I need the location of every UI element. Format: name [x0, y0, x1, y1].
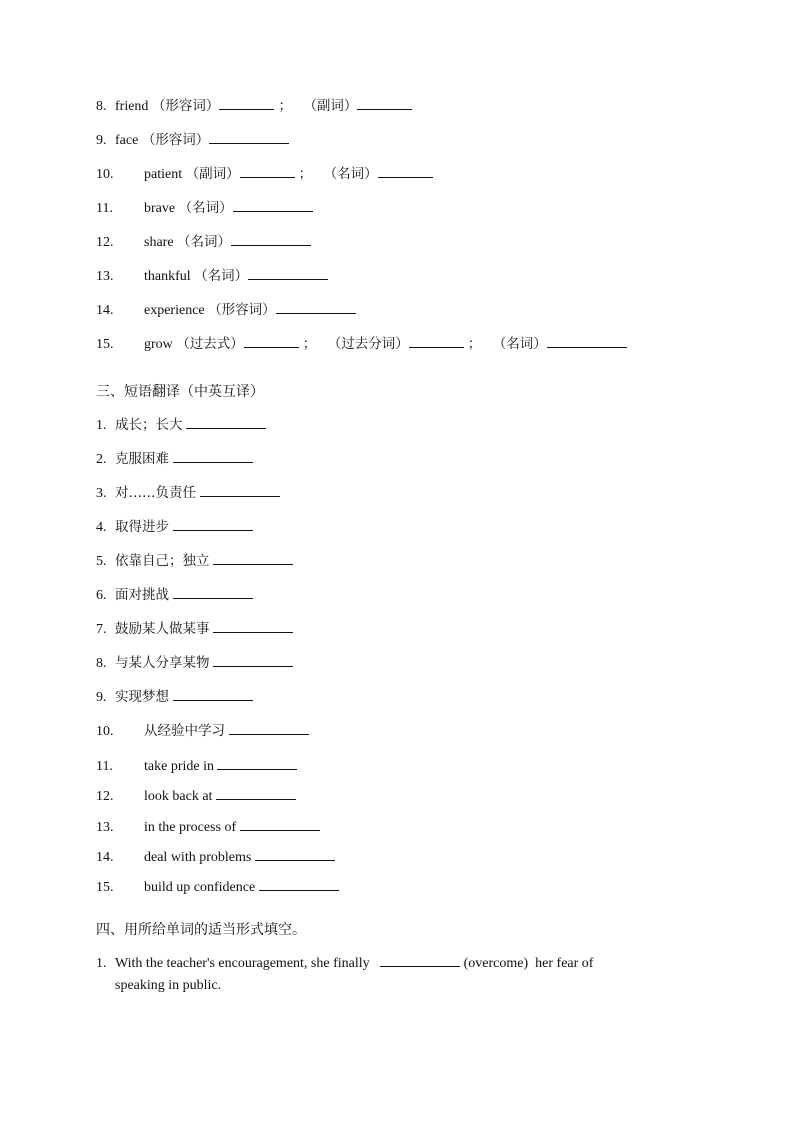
phrase-item [96, 449, 253, 469]
part-of-speech-label: （名词） [492, 336, 547, 352]
phrase-item [96, 483, 280, 503]
part-of-speech-label: （形容词） [151, 98, 220, 114]
word-form-item [96, 266, 328, 286]
answer-blank[interactable] [200, 483, 280, 497]
phrase-text: look back at [144, 789, 213, 804]
sentence-text: With the teacher's encouragement, she finally [115, 956, 370, 971]
item-number: 14. [96, 850, 114, 865]
item-number: 11. [96, 201, 113, 216]
phrase-item [96, 653, 293, 673]
item-number: 15. [96, 337, 114, 352]
item-number: 5. [96, 554, 107, 569]
phrase-item [96, 619, 293, 639]
answer-blank[interactable] [233, 198, 313, 212]
item-number: 1. [96, 418, 107, 433]
answer-blank[interactable] [213, 619, 293, 633]
part-of-speech-label: （过去分词） [327, 336, 409, 352]
base-word: thankful [144, 269, 191, 284]
item-number: 12. [96, 235, 114, 250]
answer-blank[interactable] [173, 517, 253, 531]
phrase-text: take pride in [144, 759, 214, 774]
item-number: 13. [96, 269, 114, 284]
phrase-text: 依靠自己；独立 [115, 553, 210, 569]
answer-blank[interactable] [240, 164, 295, 178]
base-word: share [144, 235, 174, 250]
answer-blank[interactable] [276, 300, 356, 314]
answer-blank[interactable] [259, 877, 339, 891]
item-number: 15. [96, 880, 114, 895]
answer-blank[interactable] [209, 130, 289, 144]
separator: ； [278, 98, 292, 114]
base-word: patient [144, 167, 183, 182]
item-number: 9. [96, 133, 107, 148]
phrase-text: 与某人分享某物 [115, 655, 210, 671]
phrase-item [96, 817, 320, 837]
base-word: experience [144, 303, 205, 318]
phrase-item [96, 585, 253, 605]
part-of-speech-label: （副词） [303, 98, 358, 114]
section-3-title: 三、短语翻译（中英互译） [96, 384, 264, 400]
phrase-item [96, 415, 266, 435]
item-number: 14. [96, 303, 114, 318]
item-number: 10. [96, 724, 114, 739]
item-number: 13. [96, 820, 114, 835]
phrase-text: 取得进步 [115, 519, 169, 535]
answer-blank[interactable] [255, 847, 335, 861]
word-form-item [96, 96, 412, 116]
base-word: grow [144, 337, 173, 352]
separator: ； [467, 336, 482, 352]
answer-blank[interactable] [248, 266, 328, 280]
item-number: 4. [96, 520, 107, 535]
item-number: 3. [96, 486, 107, 501]
item-number: 1. [96, 956, 107, 971]
phrase-item [96, 847, 335, 867]
separator: ； [298, 166, 313, 182]
phrase-text: 对……负责任 [115, 485, 196, 501]
part-of-speech-label: （副词） [185, 166, 240, 182]
phrase-item [96, 551, 293, 571]
item-number: 8. [96, 656, 107, 671]
item-number: 2. [96, 452, 107, 467]
answer-blank[interactable] [219, 96, 274, 110]
item-number: 11. [96, 759, 113, 774]
part-of-speech-label: （形容词） [141, 132, 210, 148]
phrase-item [96, 877, 339, 897]
answer-blank[interactable] [173, 449, 253, 463]
word-form-item [96, 130, 289, 150]
answer-blank[interactable] [216, 786, 296, 800]
word-form-item [96, 300, 356, 320]
phrase-item [96, 786, 296, 806]
answer-blank[interactable] [244, 334, 299, 348]
word-form-item [96, 232, 311, 252]
answer-blank[interactable] [173, 585, 253, 599]
sentence-text: her fear of [535, 956, 594, 971]
phrase-item [96, 517, 253, 537]
answer-blank[interactable] [213, 653, 293, 667]
item-number: 6. [96, 588, 107, 603]
answer-blank[interactable] [186, 415, 266, 429]
answer-blank[interactable] [409, 334, 464, 348]
section-4-title: 四、用所给单词的适当形式填空。 [96, 922, 306, 938]
answer-blank[interactable] [357, 96, 412, 110]
answer-blank[interactable] [173, 687, 253, 701]
word-hint: (overcome) [463, 956, 529, 971]
phrase-text: deal with problems [144, 850, 252, 865]
part-of-speech-label: （名词） [178, 200, 233, 216]
item-number: 9. [96, 690, 107, 705]
part-of-speech-label: （过去式） [176, 336, 244, 352]
word-form-item [96, 164, 433, 184]
part-of-speech-label: （名词） [194, 268, 249, 284]
phrase-text: 鼓励某人做某事 [115, 621, 210, 637]
phrase-item [96, 687, 253, 707]
part-of-speech-label: （形容词） [208, 302, 276, 318]
answer-blank[interactable] [378, 164, 433, 178]
fill-in-item [96, 953, 646, 997]
item-number: 8. [96, 99, 107, 114]
answer-blank[interactable] [547, 334, 627, 348]
item-number: 7. [96, 622, 107, 637]
base-word: friend [115, 99, 149, 114]
answer-blank[interactable] [229, 721, 309, 735]
answer-blank[interactable] [380, 953, 460, 967]
sentence-continuation: speaking in public. [115, 978, 222, 993]
answer-blank[interactable] [217, 756, 297, 770]
phrase-text: in the process of [144, 820, 237, 835]
phrase-text: 成长；长大 [115, 417, 183, 433]
phrase-text: 实现梦想 [115, 689, 169, 705]
base-word: face [115, 133, 139, 148]
separator: ； [302, 336, 317, 352]
answer-blank[interactable] [240, 817, 320, 831]
part-of-speech-label: （名词） [177, 234, 232, 250]
phrase-text: 面对挑战 [115, 587, 169, 603]
word-form-item [96, 334, 627, 354]
phrase-text: build up confidence [144, 880, 256, 895]
phrase-text: 从经验中学习 [144, 723, 225, 739]
part-of-speech-label: （名词） [323, 166, 378, 182]
answer-blank[interactable] [213, 551, 293, 565]
phrase-item [96, 756, 297, 776]
word-form-item [96, 198, 313, 218]
item-number: 12. [96, 789, 114, 804]
item-number: 10. [96, 167, 114, 182]
base-word: brave [144, 201, 176, 216]
answer-blank[interactable] [231, 232, 311, 246]
phrase-text: 克服困难 [115, 451, 169, 467]
phrase-item [96, 721, 309, 741]
